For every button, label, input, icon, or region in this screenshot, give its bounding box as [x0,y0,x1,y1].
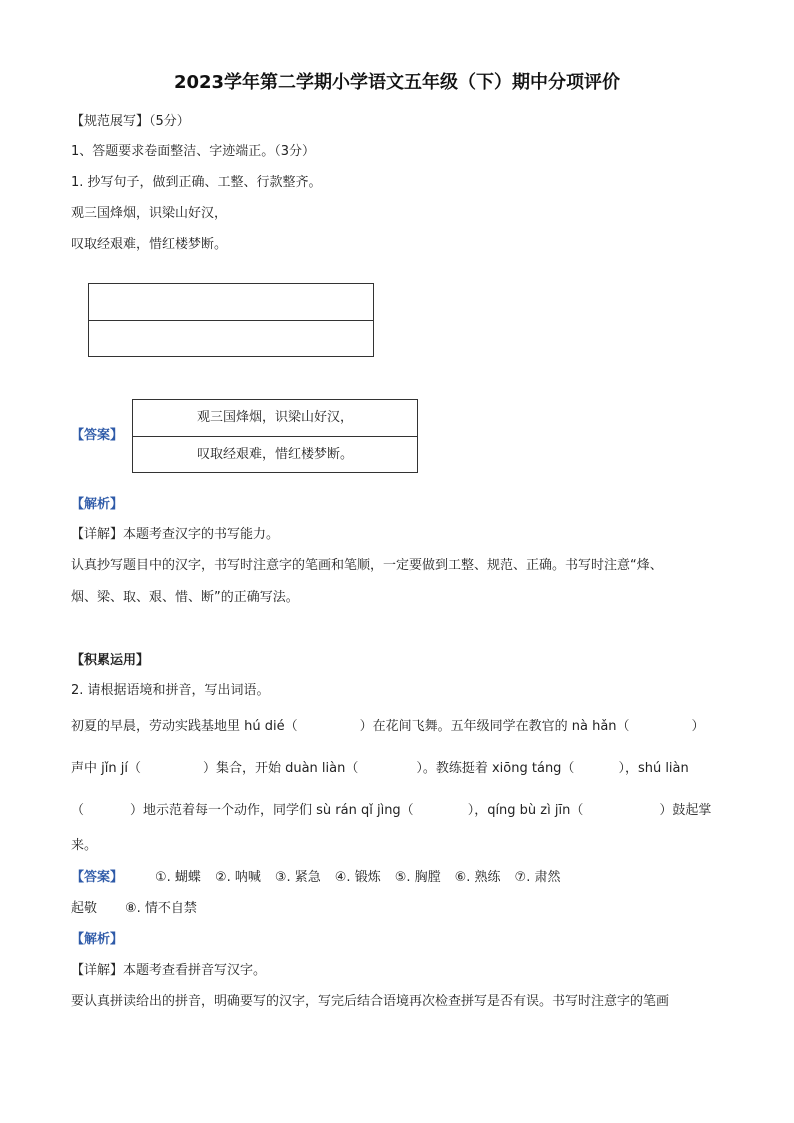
section1-score: （5分） [149,114,190,129]
detail-text-2: 本题考查看拼音写汉字。 [123,963,267,978]
detail-label-2: 【详解】 [71,963,124,978]
passage-3d: ）鼓起掌 [659,803,712,818]
answer-box [132,399,418,473]
section1-heading: 【规范展写】 [71,114,150,129]
answer-item: ⑧. 情不自禁 [125,901,197,916]
question-1: 1. 抄写句子，做到正确、工整、行款整齐。 [71,175,322,190]
question-2: 2. 请根据语境和拼音，写出词语。 [71,683,270,698]
answer-item: ④. 锻炼 [334,870,381,885]
passage-1c: ） [691,719,705,734]
passage-2c: ）。教练挺着 xiōng táng（ [416,761,575,776]
writing-box-divider [89,320,373,321]
answer-item: ⑦. 肃然 [514,870,561,885]
answer-line-2-row [71,870,574,886]
passage-line-2 [71,761,689,777]
copy-line-2: 叹取经艰难，惜红楼梦断。 [71,237,228,252]
answer-label-2: 【答案】 [71,870,124,885]
answer-item: ⑤. 胸膛 [394,870,441,885]
passage-line-4: 来。 [71,838,98,853]
writing-box [88,283,374,357]
passage-line-1 [71,719,705,735]
passage-3c: ），qíng bù zì jīn（ [467,803,584,818]
answer-item: 起敬 [71,901,98,916]
passage-line-3 [71,803,711,819]
answer-line-2: 叹取经艰难，惜红楼梦断。 [133,436,417,473]
detail-label-1: 【详解】 [71,527,124,542]
answer-line-1: 观三国烽烟，识梁山好汉， [196,410,353,425]
passage-2a: 声中 jǐn jí（ [71,761,141,776]
detail-paragraph-1b: 烟、梁、取、艰、惜、断”的正确写法。 [71,590,299,605]
detail-paragraph-1a: 认真抄写题目中的汉字，书写时注意字的笔画和笔顺，一定要做到工整、规范、正确。书写时注意“烽、 [71,558,663,573]
detail-line-2 [71,963,266,979]
copy-line-1: 观三国烽烟，识梁山好汉， [71,206,228,221]
answer-item: ②. 呐喊 [214,870,261,885]
requirement-text: 1、答题要求卷面整洁、字迹端正。（3分） [71,144,316,159]
passage-3b: ）地示范着每一个动作，同学们 sù rán qǐ jìng（ [130,803,414,818]
answer-continued [71,901,197,917]
passage-1a: 初夏的早晨，劳动实践基地里 hú dié（ [71,719,298,734]
answer-item: ①. 蝴蝶 [155,870,201,885]
detail-paragraph-2: 要认真拼读给出的拼音，明确要写的汉字，写完后结合语境再次检查拼写是否有误。书写时注意字的笔画 [71,994,670,1009]
passage-2d: ），shú liàn [618,761,689,776]
document-title: 2023学年第二学期小学语文五年级（下）期中分项评价 [173,72,621,93]
analysis-label-1: 【解析】 [71,497,124,512]
passage-1b: ）在花间飞舞。五年级同学在教官的 nà hǎn（ [359,719,630,734]
passage-2b: ）集合，开始 duàn liàn（ [202,761,359,776]
detail-line-1 [71,527,279,543]
answer-item: ③. 紧急 [274,870,321,885]
analysis-label-2: 【解析】 [71,932,124,947]
detail-text-1: 本题考查汉字的书写能力。 [123,527,280,542]
section1-heading-line [71,114,190,130]
answer-label-1: 【答案】 [71,428,124,443]
passage-3a: （ [71,803,85,818]
section2-heading: 【积累运用】 [71,653,150,668]
answer-item: ⑥. 熟练 [454,870,501,885]
